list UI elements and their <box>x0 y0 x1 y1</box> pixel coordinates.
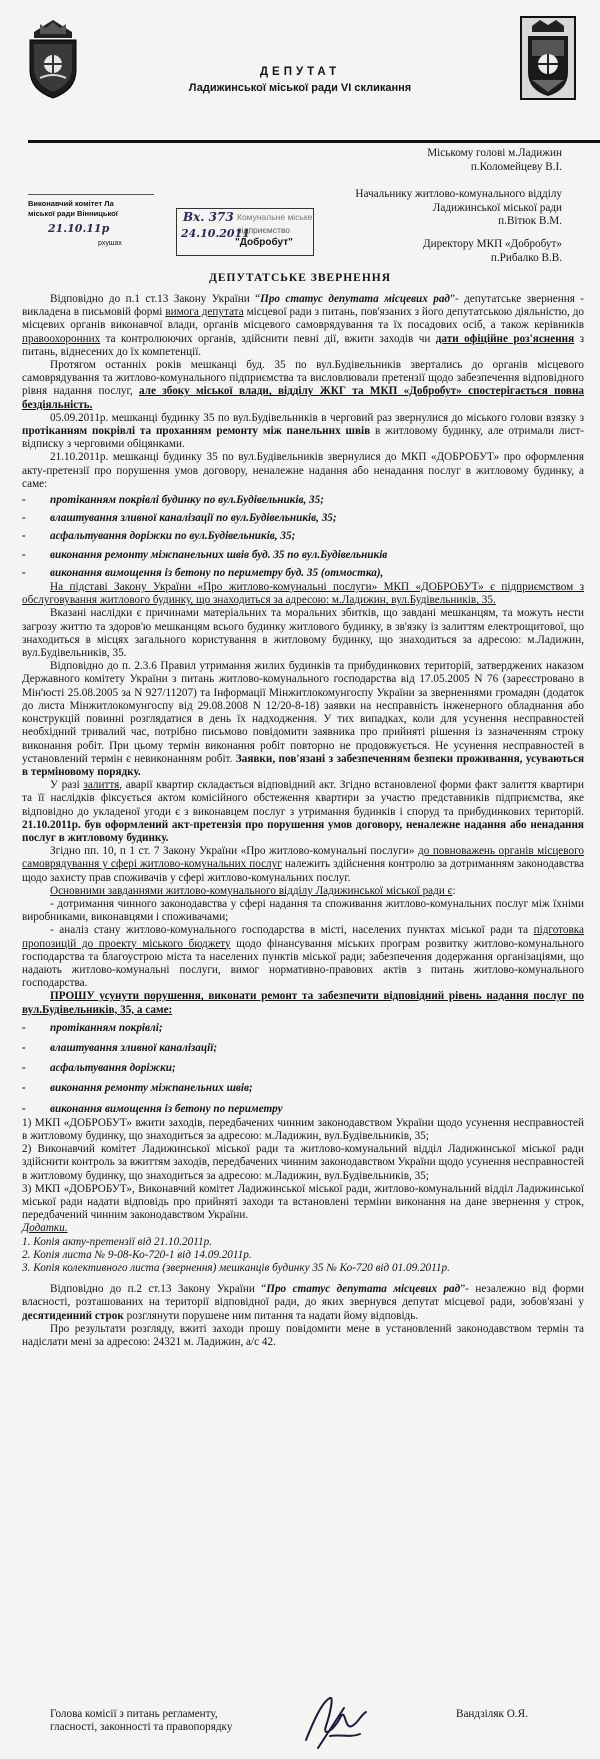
header-title: ДЕПУТАТ <box>259 66 341 78</box>
list-item: - протіканням покрівлі; <box>22 1021 163 1034</box>
paragraph-service-provider: На підставі Закону України «Про житлово-комунальні послуги» МКП «ДОБРОБУТ» є підприємством з обслуговування житлового будинку, що знаходиться за адресою: м.Ладижин, вул.Будівельників, 35. <box>22 581 584 607</box>
paragraph-history: Протягом останніх років мешканці буд. 35 по вул.Будівельників звертались до органів місцевого самоврядування та житлово-комунального підприємства та висловлювали претензії щодо забезпечення відповідного рівня надання послуг, але збоку міської влади, відділу ЖКГ та МКП «Добробут» спостерігається повна бездіяльність. <box>22 359 584 411</box>
attachment-item: 3. Копія колективного листа (звернення) мешканців будинку 35 № Ко-720 від 01.09.2011р. <box>22 1262 450 1275</box>
paragraph-task-2: - аналіз стану житлово-комунального господарства в місті, населених пунктах міської ради та підготовка пропозицій до проекту міського бюджету щодо фінансування міських програм розвитку житлово-комунального господарства та благоустрою міста та населених пунктів міської ради; забезпечення додержання організаціями, що надають житлово-комунальні послуги, вимог нормативно-правових актів з питань житлово-комунального господарства. <box>22 924 584 990</box>
addressee-housing-dept: Начальнику житлово-комунального відділу Ладижинської міської ради п.Вітюк В.М. <box>355 188 562 227</box>
list-item: - виконання ремонту міжпанельних швів буд. 35 по вул.Будівельників <box>22 548 388 561</box>
complaint-list <box>22 494 584 580</box>
paragraph-appeal-dobrobut: 21.10.2011р. мешканці будинку 35 по вул.Будівельників звернулися до МКП «ДОБРОБУТ» про оформлення акту-претензії про порушення умов договору, неналежне надання або ненадання послуг в житловому будинку, а саме: <box>22 451 584 490</box>
attachments-title: Додатки. <box>22 1222 68 1235</box>
header-subtitle: Ладижинської міської ради VI скликання <box>188 82 412 94</box>
list-item: - асфальтування доріжки; <box>22 1062 176 1075</box>
paragraph-flood-act: У разі залиття, аварії квартир складається відповідний акт. Згідно встановленої форми факт залиття квартири та її наслідків фіксується актом комісійного обстеження квартири за участю представників підприємства, яке відповідно до укладеної угоди є з виконавцем послуг з утримання будинків і споруд та прибудинкових територій. 21.10.2011р. був оформлений акт-претензія про порушення умов договору, неналежне надання або ненадання послуг в житловому будинку. <box>22 779 584 844</box>
paragraph-appeal-mayor: 05.09.2011р. мешканці будинку 35 по вул.Будівельників в черговий раз звернулися до міського голови взязку з протіканням покрівлі та проханням ремонту між панельних швів в житловому будинку, але отримали лист-відписку з черговими обіцянками. <box>22 411 584 451</box>
addressee-director: Директору МКП «Добробут» п.Рибалко В.В. <box>423 238 562 264</box>
paragraph-local-authority: Згідно пп. 10, п 1 ст. 7 Закону України «Про житлово-комунальні послуги» до повноважень органів місцевого самоврядування у сфері житлово-комунальних послуг належить здійснення контролю за дотриманням законодавства щодо захисту прав споживачів у сфері житлово-комунальних послуг. <box>22 845 584 884</box>
document-title: ДЕПУТАТСЬКЕ ЗВЕРНЕННЯ <box>208 272 392 284</box>
list-item: - виконання ремонту міжпанельних швів; <box>22 1082 253 1095</box>
signature-name: Вандзіляк О.Я. <box>456 1708 528 1720</box>
paragraph-response-term: Відповідно до п.2 ст.13 Закону України “Про статус депутата місцевих рад”- незалежно від форми власності, розташованих на території відповідної ради, до яких звернувся депутат місцевої ради, зобов'язані у десятиденний строк розглянути порушене ним питання та надати йому відповідь. <box>22 1283 585 1322</box>
demand-1: 1) МКП «ДОБРОБУТ» вжити заходів, передбачених чинним законодавством України щодо усунення несправностей в житловому будинку, що знаходиться за адресою: м.Ладижин, вул.Будівельників, 35; <box>22 1116 584 1142</box>
paragraph-consequences: Вказані наслідки є причинами матеріальних та моральних збитків, що завдані мешканцям, та можуть нести загрозу життю та здоров'ю мешканцям всього будинку житлового будинку, в зв'язку із залиттям електрощитової, що знаходиться в місцях загального користування в житловому будинку, що знаходиться за адресою: м.Ладижин, вул.Будівельників, 35. <box>22 607 584 660</box>
paragraph-dept-tasks: Основними завданнями житлово-комунального відділу Ладижинської міської ради є: <box>50 884 456 897</box>
list-item: - влаштування зливної каналізації по вул.Будівельників, 35; <box>22 512 337 525</box>
list-item: - асфальтування доріжки по вул.Будівельників, 35; <box>22 530 296 543</box>
paragraph-rules: Відповідно до п. 2.3.6 Правил утримання жилих будинків та прибудинкових територій, затверджених наказом Державного комітету України з питань житлово-комунального господарства від 17.05.2005 N 76 (зареєстровано в Мін'юсті 25.08.2005 за N 927/11207) та Інформації Мінжитлокомунгоспу України за зверненнями громадян (додаток до листа Мінжитлокомунгоспу від 29.08.2008 N 12/20-8-18) заявки на несправність інженерного обладнання або конструкцій повинні розглядатися в день їх надходження. У тих випадках, коли для усунення несправностей необхідний тривалий час, потрібно письмово повідомити заявника про прийняті рішення із зазначенням строку виконання робіт. При цьому термін виконання робіт повторно не продовжується. Не усунення несправностей в установлений термін є невиконанням робіт. Заявки, пов'язані з забезпеченням безпеки проживання, усуваються в терміновому порядку. <box>22 660 585 778</box>
paragraph-request: ПРОШУ усунути порушення, виконати ремонт та забезпечити відповідний рівень надання послуг по вул.Будівельників, 35, а саме: <box>22 990 584 1016</box>
handwritten-signature <box>300 1690 372 1754</box>
list-item: - виконання вимощення із бетону по периметру буд. 35 (отмостка), <box>22 566 384 579</box>
addressee-mayor: Міському голові м.Ладижин п.Коломейцеву В.І. <box>427 147 562 173</box>
signature-position: Голова комісії з питань регламенту, гласності, законності та правопорядку <box>50 1708 233 1734</box>
attachment-item: 1. Копія акту-претензії від 21.10.2011р. <box>22 1235 212 1248</box>
header-divider <box>28 140 600 143</box>
paragraph-task-1: - дотримання чинного законодавства у сфері надання та споживання житлово-комунальних послуг між їхніми виробниками, виконавцями і споживачами; <box>22 897 584 924</box>
registration-stamp-right: Комунальне міське підприємство "Добробут" Вх. 373 24.10.2011 <box>176 208 314 256</box>
request-list <box>22 1022 584 1116</box>
list-item: - влаштування зливної каналізації; <box>22 1041 218 1054</box>
demand-3: 3) МКП «ДОБРОБУТ», Виконавчий комітет Ладижинської міської ради, житлово-комунальний відділ Ладижинської міської ради надати відповідь про прийняті заходи та встановлені терміни виконання на дане звернення у строк, передбачений чинним законодавством України. <box>22 1182 584 1222</box>
document-body <box>22 293 584 1349</box>
attachment-item: 2. Копія листа № 9-08-Ко-720-1 від 14.09.2011р. <box>22 1248 252 1261</box>
list-item: - протіканням покрівлі будинку по вул.Будівельників, 35; <box>22 494 324 507</box>
demand-2: 2) Виконавчий комітет Ладижинської міської ради та житлово-комунальний відділ Ладижинської міської ради здійснити контроль за вжиттям заходів, передбачених чинним законодавством України щодо усунення несправностей в житловому будинку, що знаходиться за адресою: м.Ладижин, вул.Будівельників, 35; <box>22 1143 584 1182</box>
paragraph-legal-basis: Відповідно до п.1 ст.13 Закону України “Про статус депутата місцевих рад”- депутатське звернення - викладена в письмовій формі вимога депутата місцевої ради з питань, пов'язаних з його депутатською діяльністю, до місцевих органів виконавчої влади, органів місцевого самоврядування та їх посадових осіб, а також керівників правоохоронних та контролюючих органів, здійснити певні дії, вжити заходів чи дати офіційне роз'яснення з питань, віднесених до їх компетенції. <box>22 293 585 358</box>
paragraph-notify: Про результати розгляду, вжиті заходи прошу повідомити мене в установлений законодавством термін та надіслати мені за адресою: 24321 м. Ладижин, а/с 42. <box>22 1322 584 1349</box>
registration-stamp-left: Виконавчий комітет Ла міської ради Вінницької 21.10.11р рхушах <box>28 194 154 257</box>
list-item: - виконання вимощення із бетону по периметру <box>22 1102 283 1115</box>
